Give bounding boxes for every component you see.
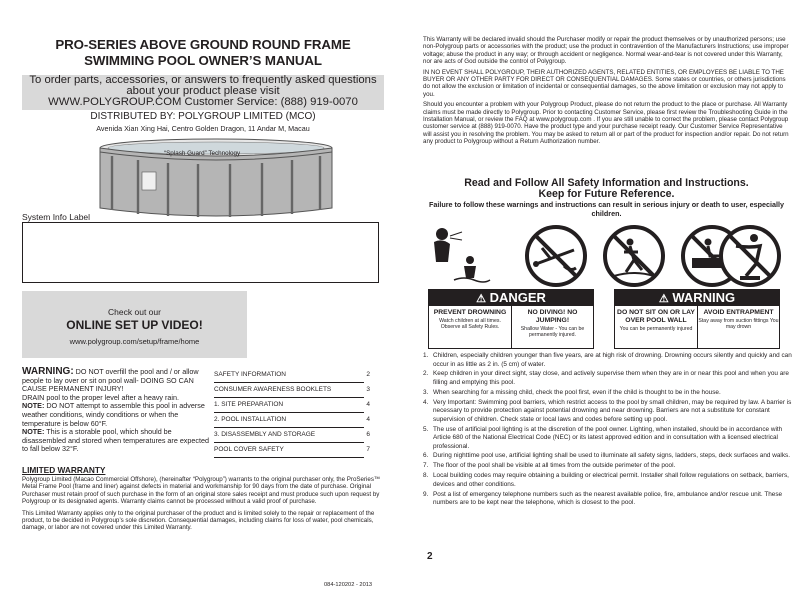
list-number: 8. (423, 472, 429, 480)
no-diving-icon (527, 227, 585, 285)
toc-title: 1. SITE PREPARATION (214, 401, 284, 408)
avoid-entrapment-cell (698, 307, 779, 348)
do-not-sit-text: You can be permanently injured (619, 326, 693, 332)
safety-heading-line-1: Read and Follow All Safety Information and Instructions. (464, 177, 749, 189)
danger-sign (428, 289, 594, 349)
warning-sign (614, 289, 780, 349)
no-diving-text: Shallow Water - You can be permanently injured. (520, 326, 585, 338)
toc-page: 4 (366, 416, 370, 423)
video-check-text: Check out our (108, 307, 161, 317)
toc-page: 6 (366, 431, 370, 438)
toc-title: 2. POOL INSTALLATION (214, 416, 287, 423)
warranty-paragraph-1: Polygroup Limited (Macao Commercial Offshore), (hereinafter “Polygroup”) warrants to the original purchaser only, the ProSeries™ Metal Frame Pool (frame and liner) against defects in material and workmanship for 90 days from the date of purchase. Original Purchaser must retain proof of such purchase in the form of an original store sales receipt and must produce such upon request by Polygroup or its designated agents. Warranty claims cannot be processed without a valid proof of purchase. (22, 476, 381, 506)
setup-video-box (22, 291, 247, 358)
list-item (423, 452, 793, 461)
warning-triangle-icon: ⚠ (658, 293, 669, 305)
list-item (423, 462, 793, 471)
prevent-drowning-cell (429, 307, 511, 348)
page-number: 2 (427, 551, 433, 562)
note2-text: This is a storable pool, which should be disassembled and stored when temperatures are expected to fall below 32°F. (22, 427, 209, 454)
list-text: During nighttime pool use, artificial lighting shall be used to illuminate all safety signs, ladders, steps, deck surfaces and walks. (433, 452, 790, 460)
system-info-label: System Info Label (22, 212, 91, 222)
danger-banner (429, 290, 593, 306)
warranty-continued (423, 36, 790, 149)
list-number: 5. (423, 425, 429, 433)
toc-row[interactable] (214, 428, 370, 443)
video-headline: ONLINE SET UP VIDEO! (66, 318, 203, 332)
list-item (423, 370, 793, 387)
toc-title: SAFETY INFORMATION (214, 371, 286, 378)
safety-heading (423, 178, 790, 200)
list-number: 7. (423, 462, 429, 470)
toc-page: 3 (366, 386, 370, 393)
do-not-sit-heading: DO NOT SIT ON OR LAY OVER POOL WALL (617, 309, 695, 324)
list-text: Children, especially children younger than five years, are at high risk of drowning. Drowning occurs silently and quickly and can occur in as little as 2 in. (5 cm) of water. (433, 352, 792, 368)
system-info-box (22, 222, 379, 283)
toc-page: 2 (366, 371, 370, 378)
manual-title (22, 37, 384, 69)
table-of-contents (214, 368, 378, 458)
list-text: Local building codes may require obtaining a building or electrical permit. Installer shall follow regulations on setback, barriers, devices and other conditions. (433, 472, 789, 488)
list-number: 9. (423, 490, 429, 498)
distributor-address: Avenida Xian Xing Hai, Centro Golden Dragon, 11 Andar M, Macau (96, 124, 310, 133)
list-item (423, 491, 793, 508)
list-number: 4. (423, 398, 429, 406)
list-text: Very Important: Swimming pool barriers, which restrict access to the pool by small children, may be required by law. A barrier is necessary to provide protection against potential drowning and near drowning. Barriers are not a substitute for constant supervision of children. Check state or local laws and codes before setting up pool. (433, 398, 792, 423)
toc-title: CONSUMER AWARENESS BOOKLETS (214, 386, 332, 393)
no-diving-cell (512, 307, 593, 348)
safety-subheading: Failure to follow these warnings and instructions can result in serious injury or death to user, especially children. (428, 200, 785, 218)
toc-title: 3. DISASSEMBLY AND STORAGE (214, 431, 316, 438)
list-number: 1. (423, 352, 429, 359)
no-jumping-icon (605, 227, 663, 285)
prevent-drowning-heading: PREVENT DROWNING (433, 309, 507, 316)
title-line-2: SWIMMING POOL OWNER’S MANUAL (84, 53, 322, 68)
list-number: 3. (423, 388, 429, 396)
do-not-sit-cell (615, 307, 697, 348)
list-item (423, 352, 793, 369)
prevent-drowning-text: Watch children at all times. Observe all Safety Rules. (439, 318, 501, 330)
order-info-text: To order parts, accessories, or answers to frequently asked questions about your product please visit (29, 74, 377, 97)
document-code: 084-120202 - 2013 (324, 582, 373, 588)
note1-text: DO NOT attempt to assemble this pool in adverse weather conditions, windy conditions or when the temperature is below 60°F. (22, 401, 205, 428)
toc-row[interactable] (214, 443, 370, 458)
toc-title: POOL COVER SAFETY (214, 446, 284, 453)
limited-warranty-text (22, 476, 382, 536)
avoid-entrapment-heading: AVOID ENTRAPMENT (703, 309, 774, 316)
avoid-entrapment-icon (716, 224, 786, 288)
warning-text: DO NOT overfill the pool and / or allow people to lay over or sit on pool wall- DOING SO CAN CAUSE PERMANENT INJURY! (22, 367, 199, 394)
right-page (404, 0, 808, 597)
video-url[interactable]: www.polygroup.com/setup/frame/home (69, 337, 200, 346)
splash-guard-caption: “Splash Guard” Technology (164, 150, 241, 157)
no-diving-heading: NO DIVING! NO JUMPING! (527, 309, 578, 324)
claims-paragraph: Should you encounter a problem with your Polygroup Product, please do not return the product to the place or purchase. All Warranty claims must be made directly to Polygroup. Prior to contacting Customer Service, please first review the Troubleshooting Guide in the Installation Manual, or review the FAQ at www.polygroup.com . If you are still unable to correct the problem, please contact Polygroup customer service at (888) 919-0070. Have the product type and your purchase receipt ready. Our Customer Service Representative will assist you in resolving the problem. You may be asked to return all or part of the product for inspection and/or repair. Do not return any product to Polygroup without a Return Authorization number. (423, 101, 789, 146)
toc-row[interactable] (214, 368, 370, 383)
warning-banner-text: WARNING (672, 290, 736, 305)
toc-row[interactable] (214, 398, 370, 413)
list-text: Post a list of emergency telephone numbers such as the nearest available police, fire, ambulance and/or rescue unit. These numbers are to be kept near the telephone, which is closest to the pool. (433, 490, 783, 507)
list-item (423, 472, 793, 489)
toc-page: 7 (366, 446, 370, 453)
list-text: The floor of the pool shall be visible at all times from the outside perimeter of the pool. (433, 462, 676, 470)
supervise-child-icon (434, 228, 490, 282)
warranty-invalid-paragraph: This Warranty will be declared invalid should the Purchaser modify or repair the product themselves or by unauthorized persons; use non-Polygroup parts or accessories with the product; use the product in contravention of the Manufacturers Instructions; use improper voltage; abuse the product in any way; or through accident or negligence. Normal wear-and-tear is not covered under this Warranty, nor are acts of God outside the control of Polygroup. (423, 36, 789, 66)
avoid-entrapment-text: Stay away from suction fittings You may drown (698, 318, 779, 330)
list-item (423, 426, 793, 452)
safety-list (423, 352, 793, 509)
safety-heading-line-2: Keep for Future Reference. (538, 188, 675, 200)
toc-row[interactable] (214, 413, 370, 428)
title-line-1: PRO-SERIES ABOVE GROUND ROUND FRAME (55, 37, 351, 52)
note1-label: NOTE: (22, 401, 45, 411)
list-item (423, 389, 793, 398)
note2-label: NOTE: (22, 427, 45, 437)
list-number: 6. (423, 452, 429, 460)
list-item (423, 399, 793, 425)
list-text: When searching for a missing child, check the pool first, even if the child is thought to be in the house. (433, 388, 721, 396)
liability-paragraph: IN NO EVENT SHALL POLYGROUP, THEIR AUTHORIZED AGENTS, RELATED ENTITIES, OR EMPLOYEES BE LIABLE TO THE BUYER OR ANY OTHER PARTY FOR DIRECT OR CONSEQUENTIAL DAMAGES. Some states or countries, or others jurisdictions do not allow the exclusion or limitation of incidental or consequential damages, so the above limitation or exclusion may not apply to you. (423, 68, 786, 98)
distributor: DISTRIBUTED BY: POLYGROUP LIMITED (MCO) (90, 111, 316, 122)
list-text: The use of artificial pool lighting is at the discretion of the pool owner. Lighting, when installed, should be in accordance with Article 680 of the National Electrical Code (NEC) or its latest approved edition and in consultation with a licensed electrical professional. (433, 425, 783, 450)
list-text: Keep children in your direct sight, stay close, and actively supervise them when they are in or near this pool and when you are filling and emptying this pool. (433, 370, 789, 386)
danger-banner-text: DANGER (489, 290, 546, 305)
warning-triangle-icon: ⚠ (476, 293, 486, 305)
order-info-box (22, 75, 384, 110)
order-contact-line: WWW.POLYGROUP.COM Customer Service: (888) 919-0070 (48, 96, 358, 108)
warranty-paragraph-2: This Limited Warranty applies only to the original purchaser of the product and is limited solely to the repair or replacement of the product, to be decided in Polygroup’s sole discretion. Consequential damages, including claims for loss of water, pool chemicals, damage, or labor are not covered under this Limited Warranty. (22, 509, 375, 532)
list-number: 2. (423, 370, 429, 378)
warning-banner (615, 290, 779, 306)
toc-row[interactable] (214, 383, 370, 398)
warning-notes (22, 368, 209, 454)
toc-page: 4 (366, 401, 370, 408)
warning-label: WARNING: (22, 366, 74, 377)
drain-text: DRAIN pool to the proper level after a heavy rain. (22, 392, 180, 402)
limited-warranty-heading: LIMITED WARRANTY (22, 465, 106, 475)
